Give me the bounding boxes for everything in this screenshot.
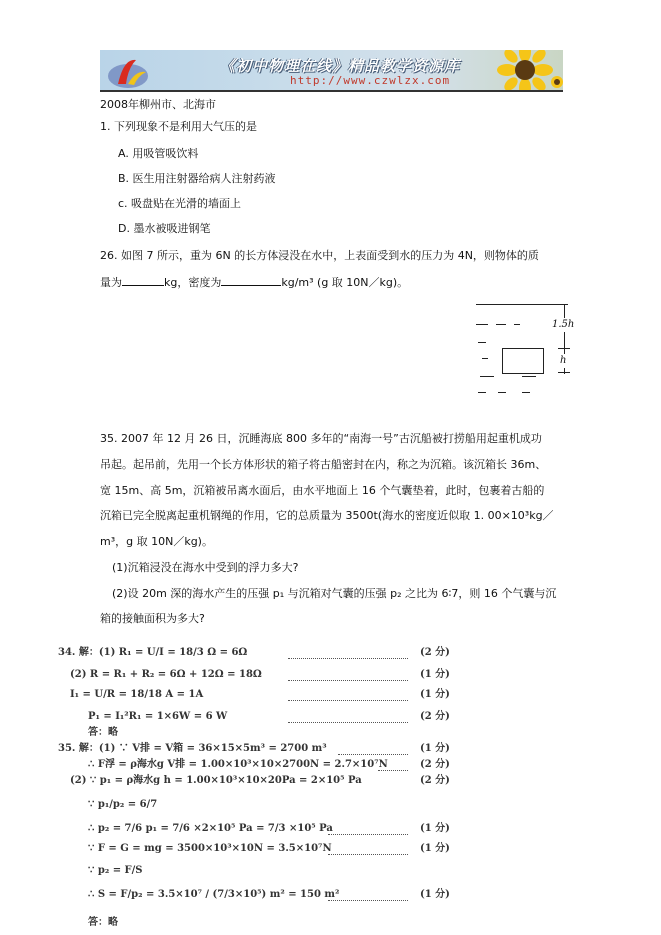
a34-line-2: (2) R = R₁ + R₂ = 6Ω + 12Ω = 18Ω — [70, 669, 262, 680]
q35-sub2-line1: (2)设 20m 深的海水产生的压强 p₁ 与沉箱对气囊的压强 p₂ 之比为 6∶7，则 16 个气囊与沉 — [112, 587, 557, 600]
a35-line-5: ∴ p₂ = 7/6 p₁ = 7/6 ×2×10⁵ Pa = 7/3 ×10⁵ Pa — [88, 823, 333, 834]
q35-line-2: 吊起。起吊前，先用一个长方体形状的箱子将古船密封在内，称之为沉箱。该沉箱长 36m、 — [100, 458, 547, 471]
a34-line-1: 34. 解：(1) R₁ = U/I = 18/3 Ω = 6Ω — [58, 647, 248, 658]
a35-line-2: ∴ F浮 = ρ海水g V排 = 1.00×10³×10×2700N = 2.7×10⁷N — [88, 759, 388, 770]
q1-stem: 1. 下列现象不是利用大气压的是 — [100, 120, 257, 133]
q35-line-1: 35. 2007 年 12 月 26 日，沉睡海底 800 多年的“南海一号”古沉船被打捞船用起重机成功 — [100, 432, 542, 445]
q26-text-mass: 量为 — [100, 276, 122, 289]
header-banner — [100, 50, 563, 92]
label-1-5h: 1.5h — [552, 319, 575, 330]
section-title: 2008年柳州市、北海市 — [100, 98, 216, 111]
figure-7 — [470, 300, 590, 410]
q35-line-4: 沉箱已完全脱离起重机钢绳的作用，它的总质量为 3500t(海水的密度近似取 1. 00×10³kg／ — [100, 509, 554, 522]
q35-sub1: (1)沉箱浸没在海水中受到的浮力多大? — [112, 561, 299, 574]
a34-score-1: (2 分) — [420, 647, 450, 658]
a35-score-1: (1 分) — [420, 743, 450, 754]
header-url[interactable]: http://www.czwlzx.com — [290, 74, 451, 87]
q26-text-density: kg，密度为 — [164, 276, 222, 289]
a34-score-4: (2 分) — [420, 711, 450, 722]
q26-line2 — [100, 275, 408, 290]
q1-option-a: A. 用吸管吸饮料 — [118, 147, 199, 160]
header-rule — [100, 90, 563, 92]
a35-line-1: 35. 解：(1) ∵ V排 = V箱 = 36×15×5m³ = 2700 m³ — [58, 743, 327, 754]
logo-icon — [106, 54, 154, 90]
q26-line1: 26. 如图 7 所示，重为 6N 的长方体浸没在水中，上表面受到水的压力为 4N，则物体的质 — [100, 249, 539, 262]
q35-line-3: 宽 15m、高 5m，沉箱被吊离水面后，由水平地面上 16 个气囊垫着，此时，包裹着古船的 — [100, 484, 545, 497]
q26-blank-density — [221, 275, 281, 286]
a34-score-3: (1 分) — [420, 689, 450, 700]
water-surface — [476, 304, 568, 305]
q1-option-d: D. 墨水被吸进钢笔 — [118, 222, 211, 235]
q35-line-5: m³，g 取 10N／kg)。 — [100, 535, 213, 548]
a35-line-6: ∵ F = G = mg = 3500×10³×10N = 3.5×10⁷N — [88, 843, 332, 854]
q26-blank-mass — [122, 275, 164, 286]
a35-line-7: ∵ p₂ = F/S — [88, 865, 143, 876]
q1-option-c: c. 吸盘贴在光滑的墙面上 — [118, 197, 242, 210]
submerged-block — [502, 348, 544, 374]
a35-score-6: (1 分) — [420, 843, 450, 854]
header-title: 《初中物理在线》精品教学资源库 — [220, 57, 461, 75]
a35-line-8: ∴ S = F/p₂ = 3.5×10⁷ / (7/3×10⁵) m² = 150 m² — [88, 889, 340, 900]
a35-line-3: (2) ∵ p₁ = ρ海水g h = 1.00×10³×10×20Pa = 2×10⁵ Pa — [70, 775, 362, 786]
a35-score-2: (2 分) — [420, 759, 450, 770]
sunflower-icon — [495, 50, 563, 92]
a35-score-8: (1 分) — [420, 889, 450, 900]
a35-line-4: ∵ p₁/p₂ = 6/7 — [88, 799, 158, 810]
q1-option-b: B. 医生用注射器给病人注射药液 — [118, 172, 276, 185]
a35-score-3: (2 分) — [420, 775, 450, 786]
a35-answer: 答：略 — [88, 917, 118, 928]
label-h: h — [560, 355, 567, 366]
a35-score-5: (1 分) — [420, 823, 450, 834]
a34-line-3: I₁ = U/R = 18/18 A = 1A — [70, 689, 204, 700]
a34-answer: 答：略 — [88, 727, 118, 738]
q35-sub2-line2: 箱的接触面积为多大? — [100, 612, 205, 625]
q26-text-unit: kg/m³ (g 取 10N／kg)。 — [281, 276, 409, 289]
answer-key — [58, 640, 458, 932]
a34-score-2: (1 分) — [420, 669, 450, 680]
a34-line-4: P₁ = I₁²R₁ = 1×6W = 6 W — [88, 711, 228, 722]
